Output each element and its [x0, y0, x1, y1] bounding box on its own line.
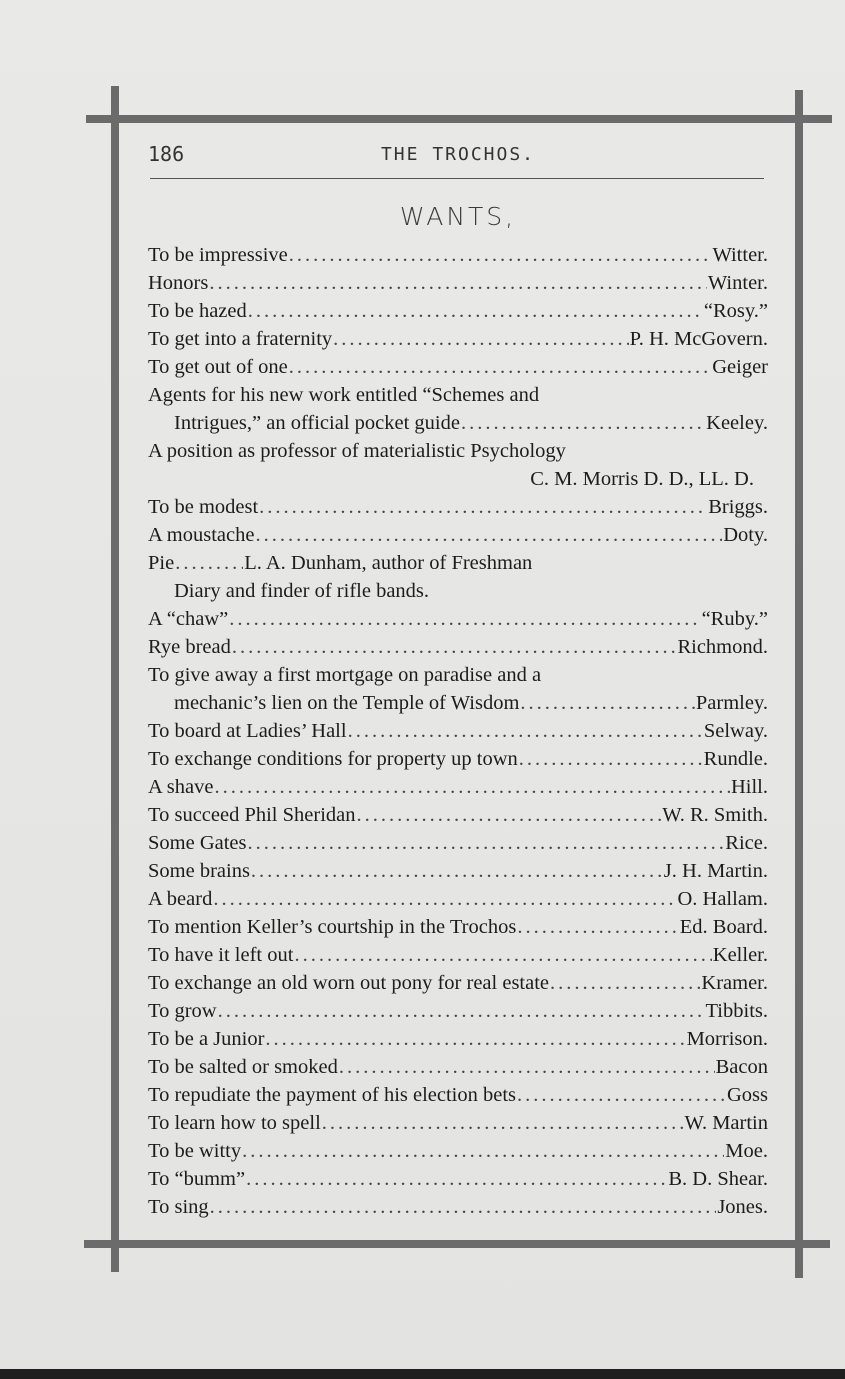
list-item: Some brains ..... J. H. Martin.: [148, 857, 768, 885]
list-item: To be hazed ..... “Rosy.”: [148, 297, 768, 325]
list-item: To be a Junior ..... Morrison.: [148, 1025, 768, 1053]
list-item: C. M. Morris D. D., LL. D.: [530, 468, 754, 490]
list-item: To mention Keller’s courtship in the Trochos ..... Ed. Board.: [148, 913, 768, 941]
list-item: Intrigues,” an official pocket guide ..... Keeley.: [148, 409, 768, 437]
list-item: To board at Ladies’ Hall ..... Selway.: [148, 717, 768, 745]
frame-bottom-rule: [84, 1240, 830, 1248]
list-item: To exchange conditions for property up town ..... Rundle.: [148, 745, 768, 773]
frame-right-rule: [795, 90, 803, 1278]
list-item: A shave ..... Hill.: [148, 773, 768, 801]
list-item: To “bumm” ..... B. D. Shear.: [148, 1165, 768, 1193]
frame-top-rule: [86, 115, 832, 123]
list-item: To be salted or smoked ..... Bacon: [148, 1053, 768, 1081]
list-item: To have it left out ..... Keller.: [148, 941, 768, 969]
list-item: To be modest ..... Briggs.: [148, 493, 768, 521]
list-item: To repudiate the payment of his election bets ..... Goss: [148, 1081, 768, 1109]
list-item: To be witty ..... Moe.: [148, 1137, 768, 1165]
list-item: To exchange an old worn out pony for real estate ..... Kramer.: [148, 969, 768, 997]
list-item: Diary and finder of rifle bands.: [174, 580, 430, 602]
page-header: [148, 140, 768, 168]
list-item: Pie ..... L. A. Dunham, author of Freshman: [148, 549, 648, 577]
list-item: A “chaw” ..... “Ruby.”: [148, 605, 768, 633]
scan-edge: [0, 1369, 845, 1379]
list-item: A position as professor of materialistic Psychology: [148, 440, 566, 462]
list-item: Honors ..... Winter.: [148, 269, 768, 297]
list-item: To grow ..... Tibbits.: [148, 997, 768, 1025]
list-item: mechanic’s lien on the Temple of Wisdom ..... Parmley.: [148, 689, 768, 717]
list-item: A moustache ..... Doty.: [148, 521, 768, 549]
section-title: WANTS,: [399, 202, 517, 231]
list-item: A beard ..... O. Hallam.: [148, 885, 768, 913]
running-title: THE TROCHOS.: [380, 144, 536, 165]
page-number: 186: [148, 142, 185, 166]
list-item: To sing ..... Jones.: [148, 1193, 768, 1221]
list-item: To get into a fraternity ..... P. H. McGovern.: [148, 325, 768, 353]
header-divider: [150, 178, 764, 179]
list-item: To get out of one ..... Geiger: [148, 353, 768, 381]
list-item: To succeed Phil Sheridan ..... W. R. Smith.: [148, 801, 768, 829]
list-item: To give away a first mortgage on paradise and a: [148, 664, 542, 686]
list-item: Some Gates ..... Rice.: [148, 829, 768, 857]
frame-left-rule: [111, 86, 119, 1272]
list-item: To be impressive ..... Witter.: [148, 241, 768, 269]
list-item: Rye bread ..... Richmond.: [148, 633, 768, 661]
list-item: Agents for his new work entitled “Schemes and: [148, 384, 540, 406]
wants-list: [148, 241, 768, 1221]
list-item: To learn how to spell ..... W. Martin: [148, 1109, 768, 1137]
